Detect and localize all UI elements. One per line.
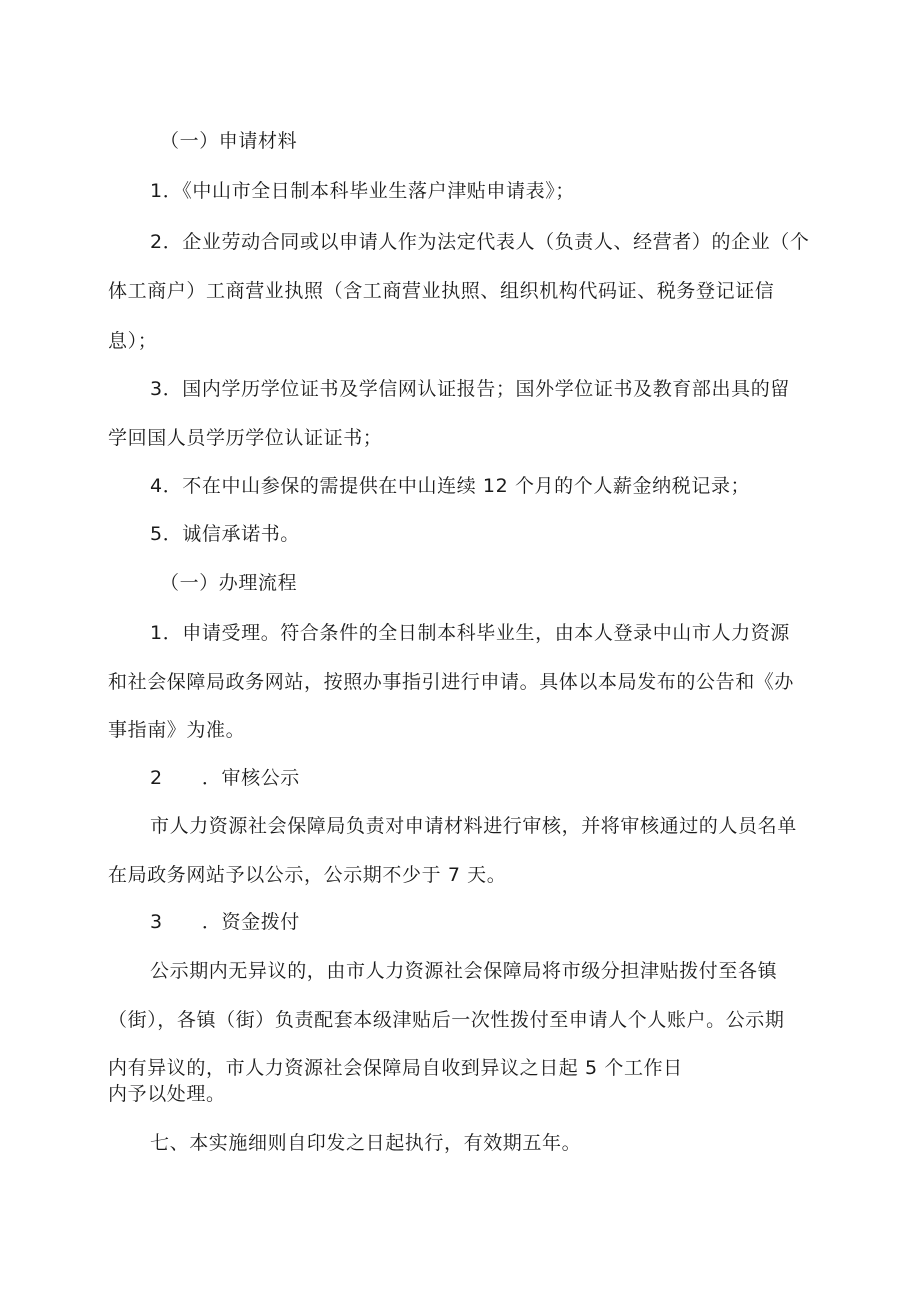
process-item-2-heading: 2 ．审核公示 [150,767,300,789]
section-heading-materials: （一）申请材料 [160,130,298,152]
process-item-2-line-1: 市人力资源社会保障局负责对申请材料进行审核，并将审核通过的人员名单 [150,815,797,837]
list-item-2-line-2: 体工商户）工商营业执照（含工商营业执照、组织机构代码证、税务登记证信 [108,280,775,302]
list-item-3-line-1: 3．国内学历学位证书及学信网认证报告；国外学位证书及教育部出具的留 [150,378,790,400]
list-item-5: 5．诚信承诺书。 [150,523,300,545]
process-item-2-line-2: 在局政务网站予以公示，公示期不少于 7 天。 [108,864,507,886]
process-item-3-heading: 3 ．资金拨付 [150,911,300,933]
list-item-1: 1．《中山市全日制本科毕业生落户津贴申请表》； [150,180,575,202]
list-item-2-line-3: 息）； [108,330,158,352]
process-item-3-line-2: （街），各镇（街）负责配套本级津贴后一次性拨付至申请人个人账户。公示期 [108,1009,785,1031]
list-item-2-line-1: 2．企业劳动合同或以申请人作为法定代表人（负责人、经营者）的企业（个 [150,231,810,253]
process-item-1-line-1: 1．申请受理。符合条件的全日制本科毕业生，由本人登录中山市人力资源 [150,622,790,644]
list-item-4: 4．不在中山参保的需提供在中山连续 12 个月的个人薪金纳税记录； [150,475,751,497]
list-item-3-line-2: 学回国人员学历学位认证证书； [108,427,383,449]
process-item-3-line-1: 公示期内无异议的，由市人力资源社会保障局将市级分担津贴拨付至各镇 [150,960,778,982]
section-heading-process: （一）办理流程 [160,572,298,594]
process-item-1-line-3: 事指南》为准。 [108,719,246,741]
article-seven: 七、本实施细则自印发之日起执行，有效期五年。 [150,1132,582,1154]
process-item-1-line-2: 和社会保障局政务网站，按照办事指引进行申请。具体以本局发布的公告和《办 [108,671,795,693]
process-item-3-line-4: 内予以处理。 [108,1083,226,1105]
process-item-3-line-3: 内有异议的，市人力资源社会保障局自收到异议之日起 5 个工作日 [108,1057,683,1079]
